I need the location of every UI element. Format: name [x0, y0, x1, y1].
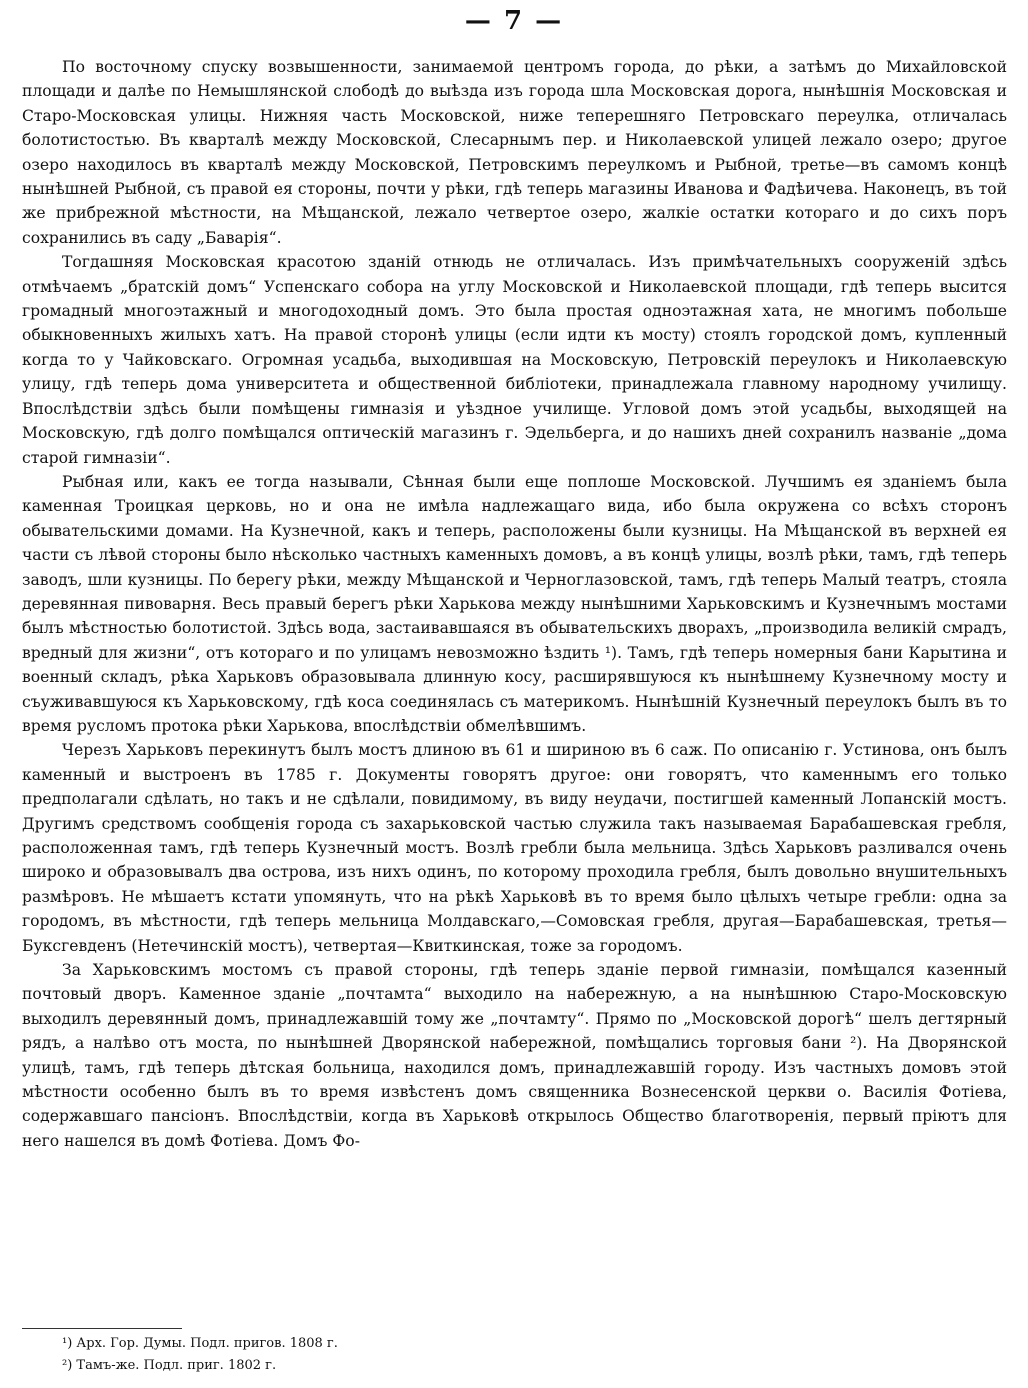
footnote-divider	[22, 1328, 182, 1329]
paragraph-rybnaya-street: Рыбная или, какъ ее тогда называли, Сѣнная были еще поплоше Московской. Лучшимъ ея зданіемъ была каменная Троицкая церковь, но и она не имѣла надлежащаго вида, ибо была окружена со всѣхъ сторонъ обывательскими домами. На Кузнечной, какъ и теперь, расположены были кузницы. На Мѣщанской въ верхней ея части съ лѣвой стороны было нѣсколько частныхъ каменныхъ домовъ, а въ концѣ улицы, возлѣ рѣки, тамъ, гдѣ теперь заводъ, шли кузницы. По берегу рѣки, между Мѣщанской и Черноглазовской, тамъ, гдѣ теперь Малый театръ, стояла деревянная пивоварня. Весь правый берегъ рѣки Харькова между нынѣшними Харьковскимъ и Кузнечнымъ мостами былъ мѣстностью болотистой. Здѣсь вода, застаивавшаяся въ обывательскихъ дворахъ, „производила великій смрадъ, вредный для жизни“, отъ котораго и по улицамъ невозможно ѣздить ¹). Тамъ, гдѣ теперь номерныя бани Карытина и военный складъ, рѣка Харьковъ образовывала длинную косу, расширявшуюся къ нынѣшнему Кузнечному мосту и съуживавшуюся къ Харьковскому, гдѣ коса соединялась съ материкомъ. Нынѣшній Кузнечный переулокъ былъ въ то время русломъ протока рѣки Харькова, впослѣдствіи обмелѣвшимъ.	[22, 472, 1007, 735]
footnotes	[62, 1333, 762, 1377]
paragraph-kharkov-bridge: Черезъ Харьковъ перекинутъ былъ мостъ длиною въ 61 и шириною въ 6 саж. По описанію г. Устинова, онъ былъ каменный и выстроенъ въ 1785 г. Документы говорятъ другое: они говорятъ, что каменнымъ его только предполагали сдѣлать, но такъ и не сдѣлали, повидимому, въ виду неудачи, постигшей каменный Лопанскій мостъ. Другимъ средствомъ сообщенія города съ захарьковской частью служила такъ называемая Барабашевская гребля, расположенная тамъ, гдѣ теперь Кузнечный мостъ. Возлѣ гребли была мельница. Здѣсь Харьковъ разливался очень широко и образовывалъ два острова, изъ нихъ одинъ, по которому проходила гребля, былъ довольно внушительныхъ размѣровъ. Не мѣшаетъ кстати упомянуть, что на рѣкѣ Харьковѣ въ то время было цѣлыхъ четыре гребли: одна за городомъ, въ мѣстности, гдѣ теперь мельница Молдавскаго,—Сомовская гребля, другая—Барабашевская, третья—Буксгевденъ (Нетечинскій мостъ), четвертая—Квиткинская, тоже за городомъ.	[22, 741, 1007, 955]
paragraph-moscow-street-buildings: Тогдашняя Московская красотою зданій отнюдь не отличалась. Изъ примѣчательныхъ сооруженій здѣсь отмѣчаемъ „братскій домъ“ Успенскаго собора на углу Московской и Николаевской площади, гдѣ теперь высится громадный многоэтажный и многодоходный домъ. Это была простая одноэтажная хата, не многимъ побольше обыкновенныхъ жилыхъ хатъ. На правой сторонѣ улицы (если идти къ мосту) стоялъ городской домъ, купленный когда то у Чайковскаго. Огромная усадьба, выходившая на Московскую, Петровскій переулокъ и Николаевскую улицу, гдѣ теперь дома университета и общественной библіотеки, принадлежала главному народному училищу. Впослѣдствіи здѣсь были помѣщены гимназія и уѣздное училище. Угловой домъ этой усадьбы, выходящей на Московскую, гдѣ долго помѣщался оптическій магазинъ г. Эдельберга, и до нашихъ дней сохранилъ названіе „дома старой гимназіи“.	[22, 253, 1007, 467]
paragraph-moscow-road: По восточному спуску возвышенности, занимаемой центромъ города, до рѣки, а затѣмъ до Михайловской площади и далѣе по Немышлянской слободѣ до выѣзда изъ города шла Московская дорога, нынѣшнія Московская и Старо-Московская улицы. Нижняя часть Московской, ниже теперешняго Петровскаго переулка, отличалась болотистостью. Въ кварталѣ между Московской, Слесарнымъ пер. и Николаевской улицей лежало озеро; другое озеро находилось въ кварталѣ между Московской, Петровскимъ переулкомъ и Рыбной, третье—въ самомъ концѣ нынѣшней Рыбной, съ правой ея стороны, почти у рѣки, гдѣ теперь магазины Иванова и Фадѣичева. Наконецъ, въ той же прибрежной мѣстности, на Мѣщанской, лежало четвертое озеро, жалкіе остатки котораго и до сихъ поръ сохранились въ саду „Баварія“.	[22, 58, 1007, 247]
main-text	[22, 55, 1007, 1153]
footnote-2: ²) Тамъ-же. Подл. приг. 1802 г.	[62, 1358, 277, 1373]
paragraph-post-yard: За Харьковскимъ мостомъ съ правой стороны, гдѣ теперь зданіе первой гимназіи, помѣщался казенный почтовый дворъ. Каменное зданіе „почтамта“ выходило на набережную, а на нынѣшнюю Старо-Московскую выходилъ деревянный домъ, принадлежавшій тому же „почтамту“. Прямо по „Московской дорогѣ“ шелъ дегтярный рядъ, а налѣво отъ моста, по нынѣшней Дворянской набережной, помѣщались торговыя бани ²). На Дворянской улицѣ, тамъ, гдѣ теперь дѣтская больница, находился домъ, принадлежавшій городу. Изъ частныхъ домовъ этой мѣстности особенно былъ въ то время извѣстенъ домъ священника Вознесенской церкви о. Василія Фотіева, содержавшаго пансіонъ. Впослѣдствіи, когда въ Харьковѣ открылось Общество благотворенія, первый пріютъ для него нашелся въ домѣ Фотіева. Домъ Фо-	[22, 961, 1007, 1150]
footnote-1: ¹) Арх. Гор. Думы. Подл. пригов. 1808 г.	[62, 1336, 338, 1351]
page-number-header: — 7 —	[464, 6, 564, 36]
